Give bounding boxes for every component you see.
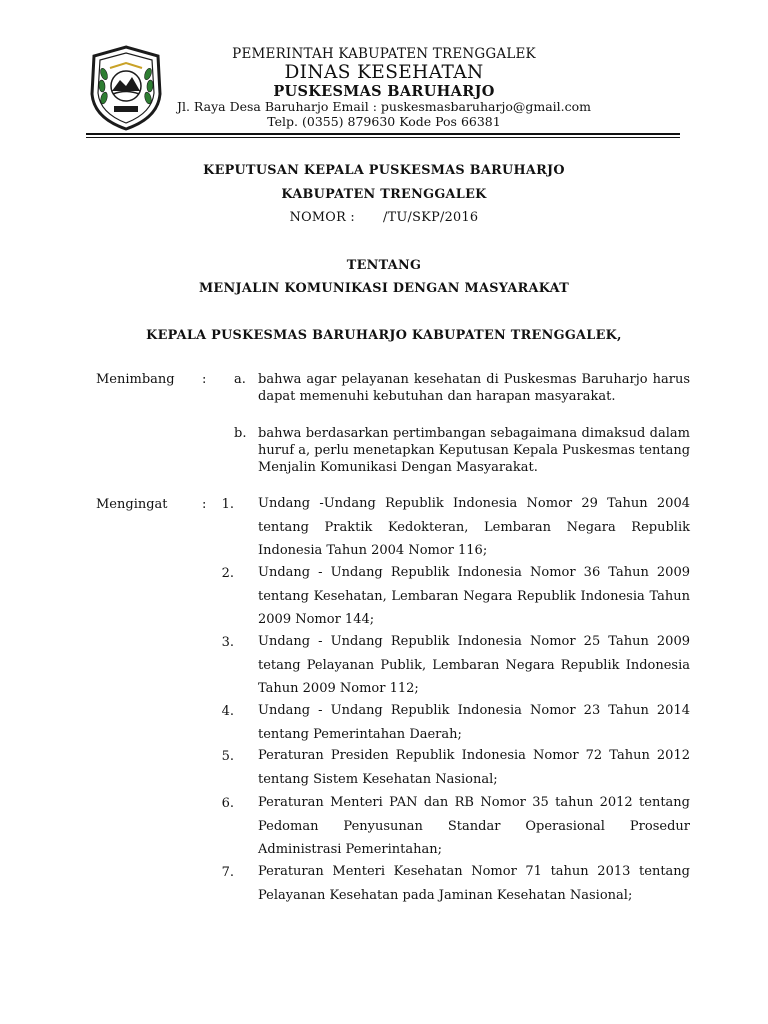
mengingat-marker-7: 7. bbox=[221, 865, 234, 880]
letterhead-rule-thick bbox=[86, 133, 680, 135]
letterhead-institution: PUSKESMAS BARUHARJO bbox=[273, 83, 495, 100]
mengingat-item-3: Undang - Undang Republik Indonesia Nomor 25 Tahun 2009 tetang Pelayanan Publik, Lembaran Negara Republik Indonesia Tahun 2009 Nomor 112; bbox=[258, 634, 690, 696]
mengingat-marker-5: 5. bbox=[221, 749, 234, 764]
mengingat-marker-3: 3. bbox=[221, 635, 234, 650]
menimbang-item-b: bahwa berdasarkan pertimbangan sebagaimana dimaksud dalam huruf a, perlu menetapkan Keputusan Kepala Puskesmas tentang Menjalin Komunikasi Dengan Masyarakat. bbox=[258, 426, 691, 475]
letterhead-address: Jl. Raya Desa Baruharjo Email : puskesmasbaruharjo@gmail.com bbox=[176, 99, 592, 114]
decree-subject: MENJALIN KOMUNIKASI DENGAN MASYARAKAT bbox=[198, 281, 570, 296]
menimbang-marker-b: b. bbox=[234, 426, 247, 441]
mengingat-item-7: Peraturan Menteri Kesehatan Nomor 71 tahun 2013 tentang Pelayanan Kesehatan pada Jaminan Kesehatan Nasional; bbox=[258, 864, 690, 903]
decree-number bbox=[0, 210, 768, 225]
mengingat-item-6: Peraturan Menteri PAN dan RB Nomor 35 tahun 2012 tentang Pedoman Penyusunan Standar Operasional Prosedur Administrasi Pemerintahan; bbox=[258, 795, 690, 857]
decree-about-label: TENTANG bbox=[346, 258, 422, 273]
mengingat-marker-6: 6. bbox=[221, 796, 234, 811]
decree-issuer: KEPALA PUSKESMAS BARUHARJO KABUPATEN TRENGGALEK, bbox=[146, 328, 622, 343]
menimbang-label: Menimbang bbox=[96, 372, 175, 387]
mengingat-marker-2: 2. bbox=[221, 566, 234, 581]
decree-number-value: /TU/SKP/2016 bbox=[383, 210, 479, 225]
decree-region: KABUPATEN TRENGGALEK bbox=[281, 187, 487, 202]
mengingat-colon: : bbox=[202, 497, 207, 512]
decree-number-label: NOMOR : bbox=[289, 210, 356, 225]
menimbang-colon: : bbox=[202, 372, 207, 387]
letterhead-rule-thin bbox=[86, 137, 680, 138]
mengingat-marker-1: 1. bbox=[221, 497, 234, 512]
mengingat-marker-4: 4. bbox=[221, 704, 234, 719]
mengingat-item-2: Undang - Undang Republik Indonesia Nomor 36 Tahun 2009 tentang Kesehatan, Lembaran Negara Republik Indonesia Tahun 2009 Nomor 144; bbox=[258, 565, 690, 627]
decree-title: KEPUTUSAN KEPALA PUSKESMAS BARUHARJO bbox=[203, 163, 565, 178]
mengingat-item-1: Undang -Undang Republik Indonesia Nomor 29 Tahun 2004 tentang Praktik Kedokteran, Lembaran Negara Republik Indonesia Tahun 2004 Nomor 116; bbox=[258, 496, 690, 558]
menimbang-marker-a: a. bbox=[234, 372, 246, 387]
letterhead-agency: DINAS KESEHATAN bbox=[284, 62, 484, 83]
letterhead-government: PEMERINTAH KABUPATEN TRENGGALEK bbox=[232, 46, 536, 62]
mengingat-item-5: Peraturan Presiden Republik Indonesia Nomor 72 Tahun 2012 tentang Sistem Kesehatan Nasional; bbox=[258, 748, 690, 787]
letterhead-contact: Telp. (0355) 879630 Kode Pos 66381 bbox=[267, 114, 501, 129]
mengingat-label: Mengingat bbox=[96, 497, 168, 512]
menimbang-item-a: bahwa agar pelayanan kesehatan di Puskesmas Baruharjo harus dapat memenuhi kebutuhan dan harapan masyarakat. bbox=[258, 372, 690, 404]
mengingat-item-4: Undang - Undang Republik Indonesia Nomor 23 Tahun 2014 tentang Pemerintahan Daerah; bbox=[258, 703, 690, 742]
